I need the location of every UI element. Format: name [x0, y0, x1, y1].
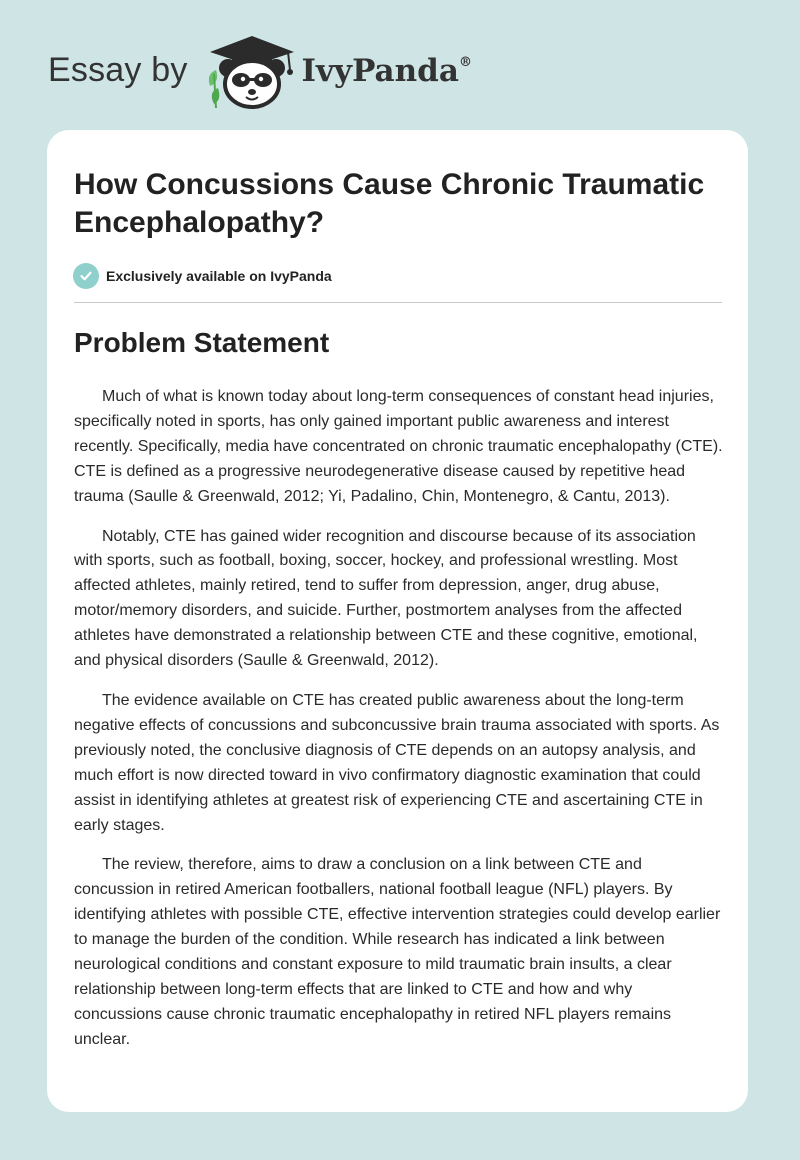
- registered-mark: ®: [458, 54, 472, 70]
- essay-body: [74, 385, 723, 1068]
- paragraph: The review, therefore, aims to draw a conclusion on a link between CTE and concussion in retired American footballers, national football league (NFL) players. By identifying athletes with possible CTE, effective intervention strategies could develop earlier to manage the burden of the condition. While research has indicated a link between neurological conditions and constant exposure to mild traumatic brain insults, a clear relationship between long-term effects that are linked to CTE and how and why concussions cause chronic traumatic encephalopathy in retired NFL players remains unclear.: [74, 856, 721, 1048]
- paragraph: Much of what is known today about long-term consequences of constant head injuries, specifically noted in sports, has only gained important public awareness and interest recently. Specifically, media have concentrated on chronic traumatic encephalopathy (CTE). CTE is defined as a progressive neurodegenerative disease caused by repetitive head trauma (Saulle & Greenwald, 2012; Yi, Padalino, Chin, Montenegro, & Cantu, 2013).: [74, 388, 723, 505]
- check-icon: [73, 263, 99, 289]
- brand-name-text: IvyPanda: [301, 53, 459, 89]
- page-title: How Concussions Cause Chronic Traumatic Encephalopathy?: [74, 168, 705, 239]
- brand-prefix: Essay by: [48, 50, 188, 89]
- section-heading: Problem Statement: [74, 327, 330, 358]
- panda-logo-icon: [202, 30, 298, 110]
- essay-card: [47, 130, 748, 1112]
- paragraph: The evidence available on CTE has created public awareness about the long-term negative effects of concussions and subconcussive brain trauma associated with sports. As previously noted, the conclusive diagnosis of CTE depends on an autopsy analysis, and much effort is now directed toward in vivo confirmatory diagnostic examination that could assist in identifying athletes at greatest risk of experiencing CTE and ascertaining CTE in early stages.: [74, 691, 720, 834]
- badge-text: Exclusively available on IvyPanda: [106, 268, 332, 284]
- paragraph: Notably, CTE has gained wider recognition and discourse because of its association with sports, such as football, boxing, soccer, hockey, and professional wrestling. Most affected athletes, mainly retired, tend to suffer from depression, anger, drug abuse, motor/memory disorders, and suicide. Further, postmortem analyses from the affected athletes have demonstrated a relationship between CTE and these cognitive, emotional, and physical disorders (Saulle & Greenwald, 2012).: [74, 527, 698, 670]
- divider: [74, 302, 722, 303]
- brand-header[interactable]: [48, 30, 472, 110]
- exclusive-badge: [73, 263, 332, 289]
- brand-name: [302, 53, 472, 89]
